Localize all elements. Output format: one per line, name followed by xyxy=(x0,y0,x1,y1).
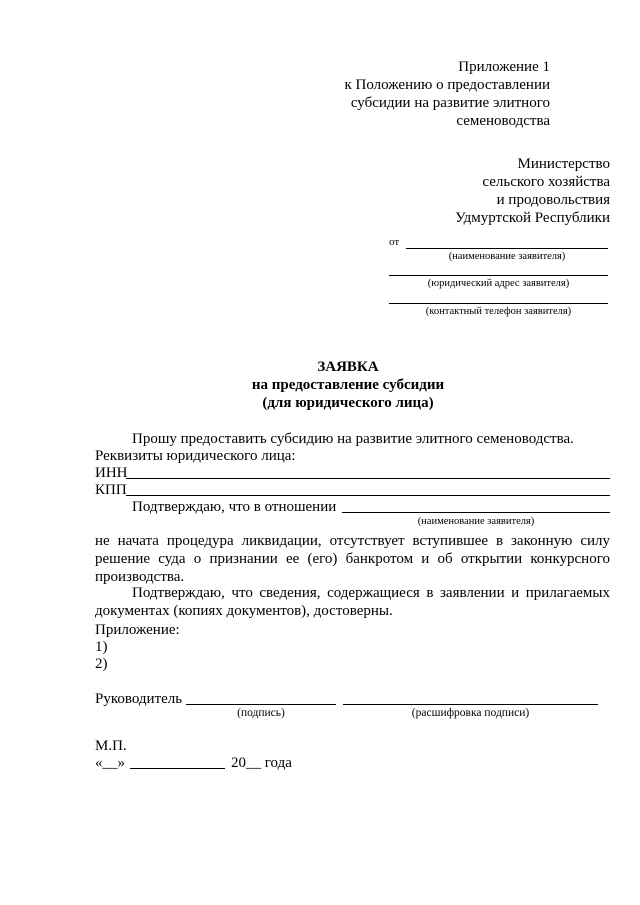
attachment-label: Приложение: xyxy=(95,622,180,638)
signature-caption: (подпись) xyxy=(237,707,285,719)
applicant-name-line[interactable] xyxy=(406,248,608,249)
signature-decode-field[interactable] xyxy=(343,704,598,705)
addressee-line: Удмуртской Республики xyxy=(455,210,610,226)
addressee-line: Министерство xyxy=(517,156,610,172)
requisites-label: Реквизиты юридического лица: xyxy=(95,448,296,464)
inn-field[interactable] xyxy=(126,478,610,479)
page-subtitle: на предоставление субсидии xyxy=(251,377,445,393)
applicant-phone-line[interactable] xyxy=(389,303,608,304)
addressee-line: и продовольствия xyxy=(496,192,610,208)
appendix-line: субсидии на развитие элитного xyxy=(350,95,550,111)
page-title: ЗАЯВКА xyxy=(317,359,379,375)
applicant-address-line[interactable] xyxy=(389,275,608,276)
confirm-applicant-field[interactable] xyxy=(342,512,610,513)
appendix-line: к Положению о предоставлении xyxy=(344,77,550,93)
appendix-block xyxy=(290,58,550,130)
request-text: Прошу предоставить субсидию на развитие элитного семеноводства. xyxy=(132,431,574,447)
applicant-name-caption: (наименование заявителя) xyxy=(448,251,566,262)
signature-field[interactable] xyxy=(186,704,336,705)
confirm-rest-paragraph: не начата процедура ликвидации, отсутствует вступившее в законную силу решение суда о признании ее (его) банкротом и об открытии конкурсного производства. xyxy=(95,533,610,585)
appendix-line: семеноводства xyxy=(456,113,550,129)
page-subtitle: (для юридического лица) xyxy=(262,395,434,411)
appendix-line: Приложение 1 xyxy=(458,59,550,75)
confirm-reliability-paragraph: Подтверждаю, что сведения, содержащиеся в заявлении и прилагаемых документах (копиях документов), достоверны. xyxy=(95,585,610,619)
date-month-field[interactable] xyxy=(130,768,225,769)
date-year: 20__ года xyxy=(231,755,292,771)
addressee-line: сельского хозяйства xyxy=(482,174,610,190)
from-label: от xyxy=(389,236,400,248)
applicant-phone-caption: (контактный телефон заявителя) xyxy=(425,306,572,317)
kpp-field[interactable] xyxy=(126,495,610,496)
date-day: «__» xyxy=(95,755,125,771)
attachment-item: 2) xyxy=(95,656,108,672)
attachment-item: 1) xyxy=(95,639,108,655)
document-heading xyxy=(0,358,640,412)
inn-label: ИНН xyxy=(95,465,128,481)
signature-decode-caption: (расшифровка подписи) xyxy=(411,707,530,719)
stamp-label: М.П. xyxy=(95,738,127,754)
applicant-address-caption: (юридический адрес заявителя) xyxy=(427,278,570,289)
addressee-block xyxy=(350,155,610,227)
confirm-applicant-caption: (наименование заявителя) xyxy=(417,516,535,527)
head-label: Руководитель xyxy=(95,691,183,707)
confirm-start: Подтверждаю, что в отношении xyxy=(132,499,337,515)
kpp-label: КПП xyxy=(95,482,127,498)
